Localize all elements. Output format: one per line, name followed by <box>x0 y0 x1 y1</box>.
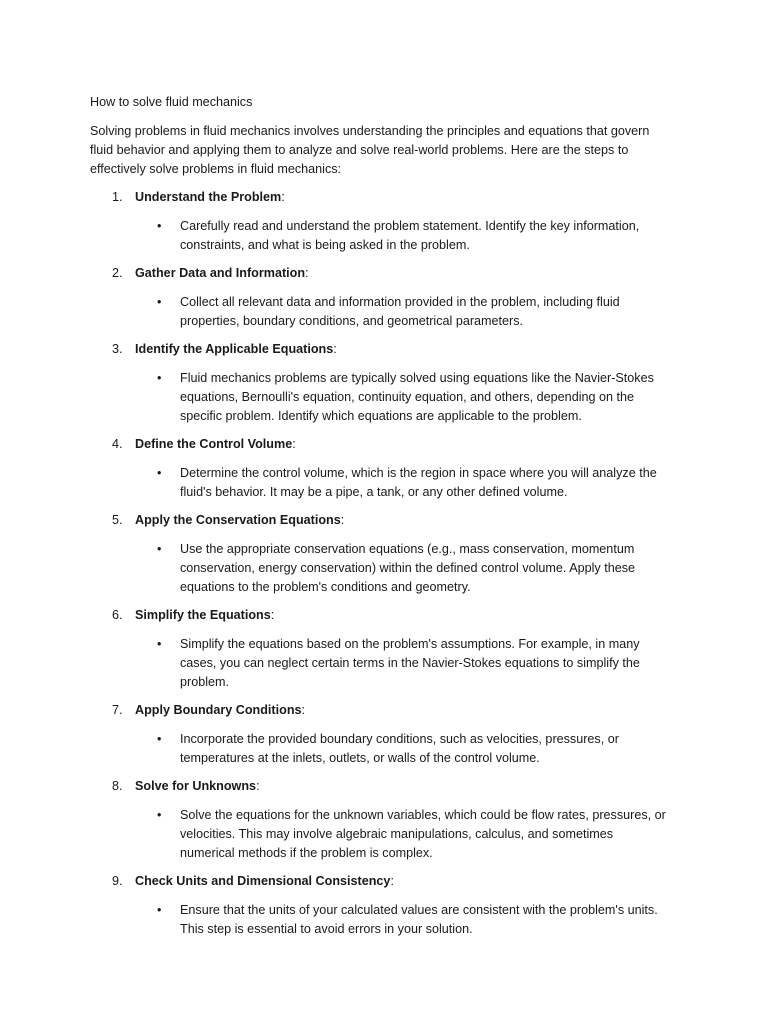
step-bullets <box>90 901 678 939</box>
step-bullets <box>90 217 678 255</box>
list-item <box>90 730 678 768</box>
step-title-colon: : <box>270 608 275 622</box>
step-item <box>90 188 678 255</box>
bullet-icon: • <box>157 637 162 651</box>
bullet-icon: • <box>157 808 162 822</box>
step-heading <box>90 264 678 283</box>
step-title-colon: : <box>301 703 306 717</box>
step-bullets <box>90 540 678 597</box>
step-heading-text <box>135 777 260 796</box>
step-heading-text <box>135 264 309 283</box>
step-title: Check Units and Dimensional Consistency <box>135 874 391 888</box>
step-title-colon: : <box>340 513 345 527</box>
bullet-icon: • <box>157 295 162 309</box>
step-heading-text <box>135 340 337 359</box>
step-heading <box>90 777 678 796</box>
step-detail: Ensure that the units of your calculated values are consistent with the problem's units. This step is essential to avoid errors in your solution. <box>180 903 658 936</box>
step-detail: Fluid mechanics problems are typically solved using equations like the Navier-Stokes equations, Bernoulli's equation, continuity equation, and others, depending on the specific problem. Identify which equations are applicable to the problem. <box>180 371 654 423</box>
step-title-colon: : <box>390 874 394 888</box>
step-heading <box>90 188 678 207</box>
step-item <box>90 701 678 768</box>
step-item <box>90 264 678 331</box>
bullet-icon: • <box>157 542 162 556</box>
step-bullets <box>90 369 678 426</box>
step-bullets <box>90 730 678 768</box>
steps-list <box>90 188 678 939</box>
step-number: 2. <box>112 266 123 280</box>
page-title: How to solve fluid mechanics <box>90 95 253 109</box>
step-title: Identify the Applicable Equations <box>135 342 334 356</box>
step-detail: Solve the equations for the unknown variables, which could be flow rates, pressures, or velocities. This may involve algebraic manipulations, calculus, and sometimes numerical methods if the problem is complex. <box>180 808 666 860</box>
step-heading-text <box>135 435 296 454</box>
step-number: 7. <box>112 703 123 717</box>
step-number: 8. <box>112 779 123 793</box>
step-detail: Collect all relevant data and information provided in the problem, including fluid properties, boundary conditions, and geometrical parameters. <box>180 295 620 328</box>
bullet-icon: • <box>157 219 162 233</box>
step-number: 4. <box>112 437 123 451</box>
step-detail: Carefully read and understand the problem statement. Identify the key information, constraints, and what is being asked in the problem. <box>180 219 640 252</box>
step-title: Define the Control Volume <box>135 437 293 451</box>
bullet-icon: • <box>157 903 162 917</box>
step-title-colon: : <box>256 779 260 793</box>
step-heading-text <box>135 606 274 625</box>
step-number: 3. <box>112 342 123 356</box>
step-bullets <box>90 293 678 331</box>
step-heading <box>90 340 678 359</box>
step-heading-text <box>135 188 285 207</box>
step-heading <box>90 511 678 530</box>
step-item <box>90 872 678 939</box>
step-title-colon: : <box>292 437 296 451</box>
bullet-icon: • <box>157 732 162 746</box>
step-item <box>90 606 678 692</box>
step-number: 5. <box>112 513 123 527</box>
step-detail: Simplify the equations based on the problem's assumptions. For example, in many cases, you can neglect certain terms in the Navier-Stokes equations to simplify the problem. <box>180 637 640 689</box>
step-number: 6. <box>112 608 123 622</box>
step-bullets <box>90 806 678 863</box>
step-title-colon: : <box>333 342 337 356</box>
list-item <box>90 217 678 255</box>
step-title: Understand the Problem <box>135 190 282 204</box>
step-title-colon: : <box>305 266 309 280</box>
step-heading <box>90 701 678 720</box>
step-title: Apply Boundary Conditions <box>135 703 302 717</box>
list-item <box>90 540 678 597</box>
list-item <box>90 635 678 692</box>
step-item <box>90 511 678 597</box>
step-bullets <box>90 464 678 502</box>
step-item <box>90 777 678 863</box>
list-item <box>90 293 678 331</box>
step-title: Apply the Conservation Equations <box>135 513 341 527</box>
step-title: Gather Data and Information <box>135 266 306 280</box>
step-heading <box>90 435 678 454</box>
step-number: 1. <box>112 190 123 204</box>
bullet-icon: • <box>157 466 162 480</box>
step-title: Solve for Unknowns <box>135 779 257 793</box>
intro-paragraph: Solving problems in fluid mechanics involves understanding the principles and equations that govern fluid behavior and applying them to analyze and solve real-world problems. Here are the steps to effectively solve problems in fluid mechanics: <box>90 124 650 176</box>
step-item <box>90 340 678 426</box>
step-title: Simplify the Equations <box>135 608 271 622</box>
list-item <box>90 901 678 939</box>
step-heading <box>90 872 678 891</box>
step-title-colon: : <box>281 190 285 204</box>
step-detail: Incorporate the provided boundary conditions, such as velocities, pressures, or temperatures at the inlets, outlets, or walls of the control volume. <box>180 732 619 765</box>
step-heading-text <box>135 872 394 891</box>
step-detail: Determine the control volume, which is the region in space where you will analyze the fluid's behavior. It may be a pipe, a tank, or any other defined volume. <box>180 466 657 499</box>
step-item <box>90 435 678 502</box>
step-number: 9. <box>112 874 123 888</box>
step-bullets <box>90 635 678 692</box>
step-heading <box>90 606 678 625</box>
bullet-icon: • <box>157 371 162 385</box>
step-heading-text <box>135 511 344 530</box>
list-item <box>90 369 678 426</box>
list-item <box>90 464 678 502</box>
step-heading-text <box>135 701 305 720</box>
step-detail: Use the appropriate conservation equations (e.g., mass conservation, momentum conservation, energy conservation) within the defined control volume. Apply these equations to the problem's conditions and geometry. <box>180 542 636 594</box>
list-item <box>90 806 678 863</box>
